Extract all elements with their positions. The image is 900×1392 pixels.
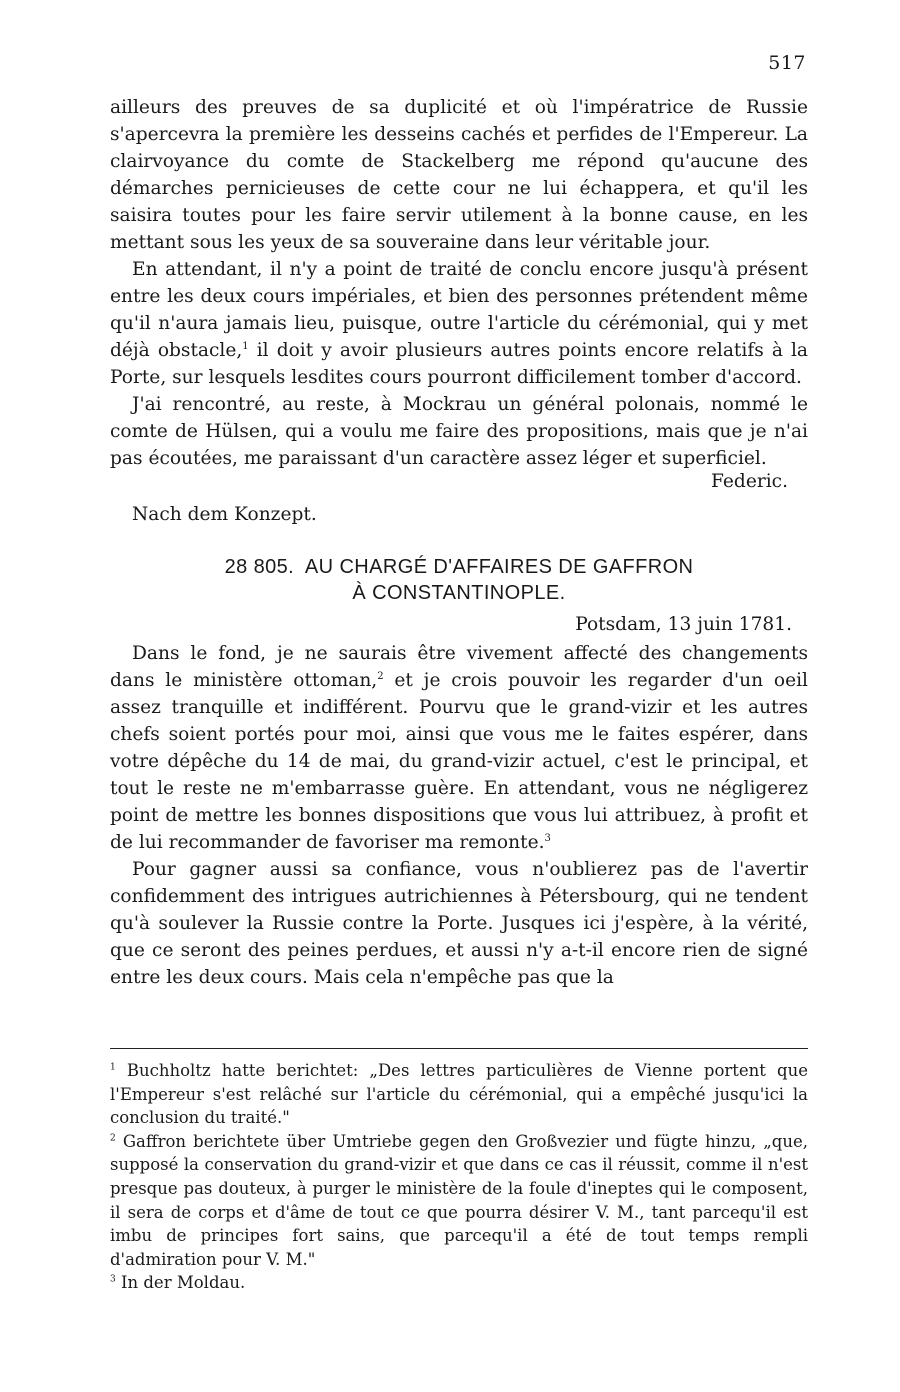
- footnote-2: [110, 1130, 808, 1272]
- signature: Federic.: [711, 471, 788, 492]
- footnote-ref-2: 2: [377, 670, 384, 682]
- main-text: [110, 94, 808, 991]
- paragraph-treaty-part2: il doit y avoir plusieurs autres points encore relatifs à la Porte, sur lesquels lesdites cours pourront difficilement tomber d'accord.: [110, 340, 808, 388]
- footnote-mark-2: 2: [110, 1133, 116, 1144]
- footnote-1: [110, 1059, 808, 1130]
- paragraph-treaty-part1: En attendant, il n'y a point de traité de conclu encore jusqu'à présent entre les deux cours impériales, et bien des personnes prétendent même qu'il n'aura jamais lieu, puisque, outre l'article du cérémonial, qui y met déjà obstacle,: [110, 259, 808, 361]
- letter-paragraph-1-part2: et je crois pouvoir les regarder d'un oeil assez tranquille et indifférent. Pourvu que le grand-vizir et les autres chefs soient portés pour moi, ainsi que vous me le faites espérer, dans votre dépêche du 14 de mai, du grand-vizir actuel, c'est le principal, et tout le reste ne m'embarrasse guère. En attendant, vous ne négligerez point de mettre les bonnes dispositions que vous lui attribuez, à profit et de lui recommander de favoriser ma remonte.: [110, 670, 808, 853]
- footnote-3: [110, 1271, 808, 1295]
- letter-number: 28 805.: [224, 556, 295, 578]
- footnote-ref-1: 1: [242, 340, 249, 352]
- letter-title-line1: AU CHARGÉ D'AFFAIRES DE GAFFRON: [304, 556, 694, 578]
- footnote-2-text: Gaffron berichtete über Umtriebe gegen den Großvezier und fügte hinzu, „que, supposé la conservation du grand-vizir et que dans ce cas il réussit, comme il n'est presque pas douteux, à purger le ministère de la foule d'ineptes qui le composent, il sera de corps et d'âme de tout ce que pourra désirer V. M., tant parcequ'il est imbu de principes fort sains, que parcequ'il a été de tout temps rempli d'admiration pour V. M.": [110, 1131, 808, 1269]
- footnote-1-text: Buchholtz hatte berichtet: „Des lettres particulières de Vienne portent que l'Empereur s'est relâché sur l'article du cérémonial, qui a empêché jusqu'ici la conclusion du traité.": [110, 1061, 809, 1128]
- footnote-ref-3: 3: [544, 832, 551, 844]
- letter-heading-line1: [110, 554, 808, 580]
- paragraph-treaty: [110, 256, 808, 391]
- paragraph-mockrau: J'ai rencontré, au reste, à Mockrau un général polonais, nommé le comte de Hülsen, qui a voulu me faire des propositions, mais que je n'ai pas écoutées, me paraissant d'un caractère assez léger et superficiel.: [110, 394, 808, 469]
- paragraph-continued: ailleurs des preuves de sa duplicité et où l'impératrice de Russie s'apercevra la première les desseins cachés et perfides de l'Empereur. La clairvoyance du comte de Stackelberg me répond qu'aucune des démarches pernicieuses de cette cour ne lui échappera, et qu'il les saisira toutes pour les faire servir utilement à la bonne cause, en les mettant sous les yeux de sa souveraine dans leur véritable jour.: [110, 97, 808, 253]
- source-note: Nach dem Konzept.: [132, 504, 317, 525]
- footnote-3-text: In der Moldau.: [120, 1273, 246, 1293]
- letter-paragraph-1-part1: Dans le fond, je ne saurais être vivement affecté des changements dans le ministère ottoman,: [110, 643, 808, 691]
- footnote-mark-3: 3: [110, 1274, 116, 1285]
- letter-title-line2: À CONSTANTINOPLE.: [352, 582, 566, 604]
- dateline: Potsdam, 13 juin 1781.: [575, 614, 792, 635]
- page-number: 517: [768, 52, 806, 74]
- letter-paragraph-2: Pour gagner aussi sa confiance, vous n'oublierez pas de l'avertir confidemment des intrigues autrichiennes à Pétersbourg, qui ne tendent qu'à soulever la Russie contre la Porte. Jusques ici j'espère, à la vérité, que ce seront des peines perdues, et aussi n'y a-t-il encore rien de signé entre les deux cours. Mais cela n'empêche pas que la: [110, 859, 808, 988]
- letter-paragraph-1: [110, 640, 808, 856]
- letter-heading: [110, 554, 808, 606]
- footnotes: [110, 1048, 808, 1295]
- footnote-mark-1: 1: [110, 1062, 116, 1073]
